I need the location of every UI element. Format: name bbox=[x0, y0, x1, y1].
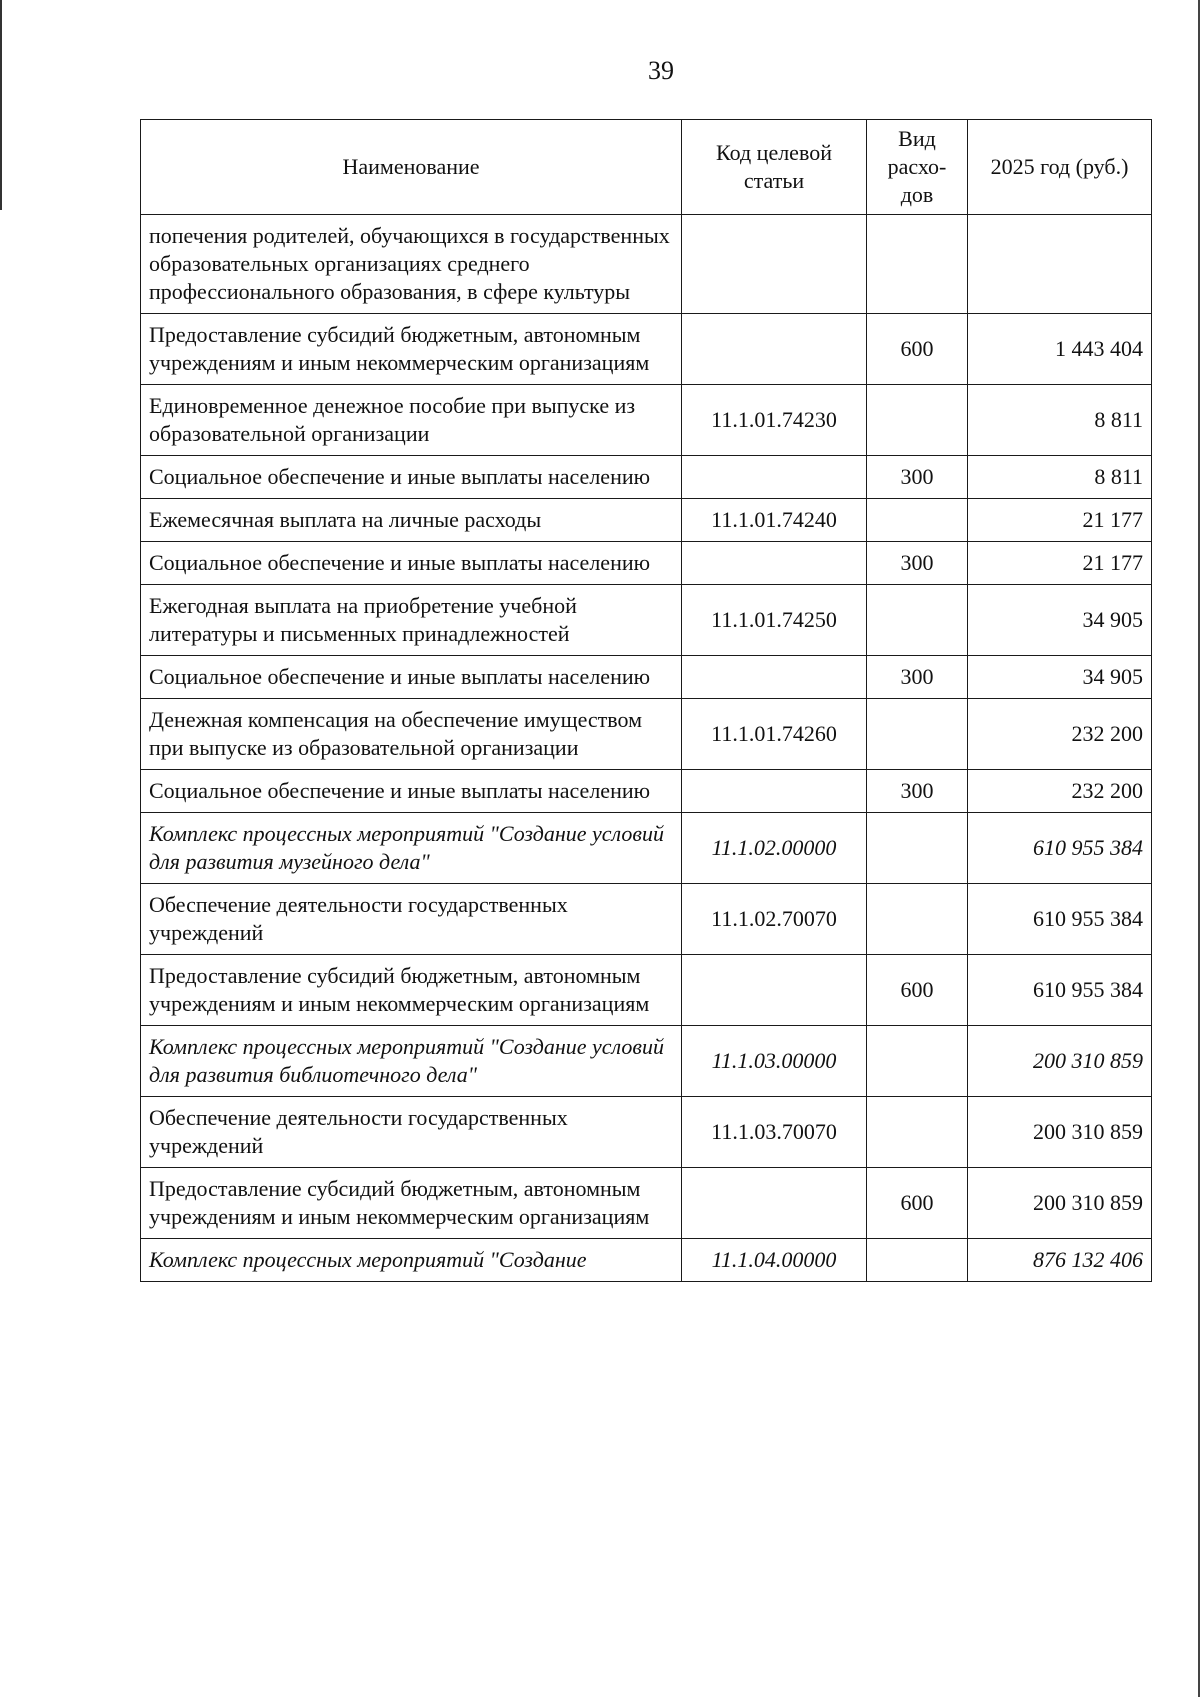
header-row bbox=[141, 120, 1152, 215]
cell-sum: 232 200 bbox=[968, 699, 1152, 770]
table-row bbox=[141, 813, 1152, 884]
cell-name: Комплекс процессных мероприятий "Создание bbox=[141, 1239, 682, 1282]
table-row bbox=[141, 314, 1152, 385]
header-sum: 2025 год (руб.) bbox=[968, 120, 1152, 215]
cell-sum: 200 310 859 bbox=[968, 1168, 1152, 1239]
table-row bbox=[141, 884, 1152, 955]
cell-code bbox=[682, 456, 867, 499]
table-row bbox=[141, 1097, 1152, 1168]
cell-code: 11.1.01.74260 bbox=[682, 699, 867, 770]
cell-name: Социальное обеспечение и иные выплаты населению bbox=[141, 770, 682, 813]
cell-sum: 876 132 406 bbox=[968, 1239, 1152, 1282]
cell-name: Социальное обеспечение и иные выплаты населению bbox=[141, 656, 682, 699]
table-row bbox=[141, 1026, 1152, 1097]
table-row bbox=[141, 1239, 1152, 1282]
cell-vid bbox=[867, 699, 968, 770]
cell-code bbox=[682, 542, 867, 585]
cell-code bbox=[682, 770, 867, 813]
cell-vid bbox=[867, 1097, 968, 1168]
cell-vid: 300 bbox=[867, 456, 968, 499]
cell-vid bbox=[867, 585, 968, 656]
cell-code bbox=[682, 314, 867, 385]
cell-code: 11.1.02.70070 bbox=[682, 884, 867, 955]
cell-sum: 200 310 859 bbox=[968, 1026, 1152, 1097]
table-row bbox=[141, 215, 1152, 314]
budget-table bbox=[140, 119, 1152, 1282]
cell-vid: 600 bbox=[867, 955, 968, 1026]
table-row bbox=[141, 1168, 1152, 1239]
cell-code bbox=[682, 1168, 867, 1239]
cell-code: 11.1.03.70070 bbox=[682, 1097, 867, 1168]
table-row bbox=[141, 456, 1152, 499]
cell-name: Социальное обеспечение и иные выплаты населению bbox=[141, 456, 682, 499]
cell-sum: 610 955 384 bbox=[968, 955, 1152, 1026]
cell-vid bbox=[867, 884, 968, 955]
cell-vid bbox=[867, 1026, 968, 1097]
cell-name: Комплекс процессных мероприятий "Создание условий для развития музейного дела" bbox=[141, 813, 682, 884]
cell-name: Денежная компенсация на обеспечение имуществом при выпуске из образовательной организации bbox=[141, 699, 682, 770]
cell-name: Предоставление субсидий бюджетным, автономным учреждениям и иным некоммерческим организациям bbox=[141, 1168, 682, 1239]
page-number: 39 bbox=[648, 56, 674, 85]
table-row bbox=[141, 770, 1152, 813]
table-row bbox=[141, 955, 1152, 1026]
cell-name: Комплекс процессных мероприятий "Создание условий для развития библиотечного дела" bbox=[141, 1026, 682, 1097]
cell-name: Предоставление субсидий бюджетным, автономным учреждениям и иным некоммерческим организациям bbox=[141, 314, 682, 385]
cell-code: 11.1.02.00000 bbox=[682, 813, 867, 884]
table-row bbox=[141, 585, 1152, 656]
cell-sum: 21 177 bbox=[968, 542, 1152, 585]
table-header bbox=[141, 120, 1152, 215]
cell-code bbox=[682, 215, 867, 314]
cell-vid: 300 bbox=[867, 770, 968, 813]
cell-vid bbox=[867, 385, 968, 456]
cell-code: 11.1.03.00000 bbox=[682, 1026, 867, 1097]
cell-name: Обеспечение деятельности государственных учреждений bbox=[141, 1097, 682, 1168]
cell-code: 11.1.01.74230 bbox=[682, 385, 867, 456]
cell-vid bbox=[867, 813, 968, 884]
table-row bbox=[141, 499, 1152, 542]
cell-vid bbox=[867, 499, 968, 542]
cell-code: 11.1.01.74250 bbox=[682, 585, 867, 656]
cell-code bbox=[682, 955, 867, 1026]
cell-code: 11.1.01.74240 bbox=[682, 499, 867, 542]
cell-name: Ежегодная выплата на приобретение учебной литературы и письменных принадлежностей bbox=[141, 585, 682, 656]
cell-code: 11.1.04.00000 bbox=[682, 1239, 867, 1282]
cell-vid: 300 bbox=[867, 542, 968, 585]
cell-sum: 34 905 bbox=[968, 585, 1152, 656]
cell-vid: 600 bbox=[867, 1168, 968, 1239]
cell-vid bbox=[867, 1239, 968, 1282]
cell-vid: 300 bbox=[867, 656, 968, 699]
cell-vid bbox=[867, 215, 968, 314]
header-name: Наименование bbox=[141, 120, 682, 215]
cell-name: Обеспечение деятельности государственных учреждений bbox=[141, 884, 682, 955]
cell-name: Социальное обеспечение и иные выплаты населению bbox=[141, 542, 682, 585]
cell-sum: 21 177 bbox=[968, 499, 1152, 542]
cell-sum bbox=[968, 215, 1152, 314]
table-row bbox=[141, 656, 1152, 699]
cell-name: попечения родителей, обучающихся в государственных образовательных организациях среднего профессионального образования, в сфере культуры bbox=[141, 215, 682, 314]
cell-name: Предоставление субсидий бюджетным, автономным учреждениям и иным некоммерческим организациям bbox=[141, 955, 682, 1026]
cell-sum: 610 955 384 bbox=[968, 884, 1152, 955]
cell-name: Ежемесячная выплата на личные расходы bbox=[141, 499, 682, 542]
cell-sum: 232 200 bbox=[968, 770, 1152, 813]
table-row bbox=[141, 385, 1152, 456]
table-body bbox=[141, 215, 1152, 1282]
cell-sum: 8 811 bbox=[968, 385, 1152, 456]
cell-name: Единовременное денежное пособие при выпуске из образовательной организации bbox=[141, 385, 682, 456]
cell-sum: 610 955 384 bbox=[968, 813, 1152, 884]
cell-code bbox=[682, 656, 867, 699]
header-code: Код целевой статьи bbox=[682, 120, 867, 215]
cell-sum: 34 905 bbox=[968, 656, 1152, 699]
cell-sum: 1 443 404 bbox=[968, 314, 1152, 385]
cell-sum: 8 811 bbox=[968, 456, 1152, 499]
scan-edge-left bbox=[0, 0, 2, 210]
cell-vid: 600 bbox=[867, 314, 968, 385]
table-row bbox=[141, 542, 1152, 585]
table-row bbox=[141, 699, 1152, 770]
header-vid: Вид расхо-дов bbox=[867, 120, 968, 215]
cell-sum: 200 310 859 bbox=[968, 1097, 1152, 1168]
